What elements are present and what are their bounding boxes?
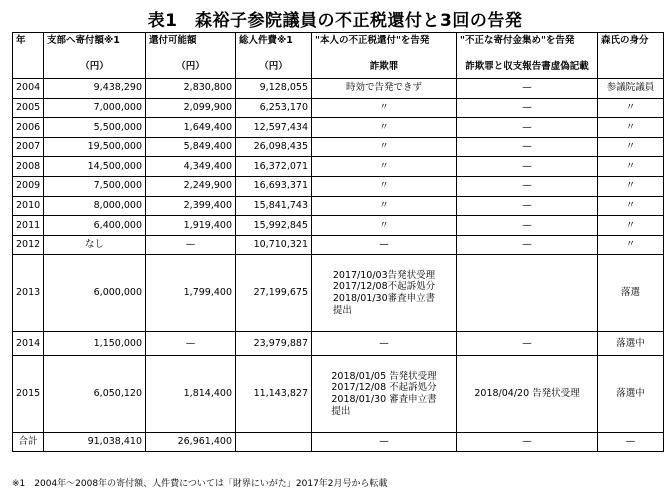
cell-donation: 7,500,000	[44, 176, 146, 196]
header-refund-label: 還付可能額	[149, 35, 197, 46]
cell-donation: 8,000,000	[44, 196, 146, 216]
cell-status: 〃	[598, 157, 664, 177]
cell-donation-fraud: —	[457, 118, 598, 138]
cell-donation-fraud: —	[457, 196, 598, 216]
table-row	[13, 157, 664, 177]
cell-status: 参議院議員	[598, 79, 664, 99]
cell-year: 2004	[13, 79, 44, 99]
cell-year: 2015	[13, 356, 44, 433]
cell-personnel: 16,372,071	[236, 157, 312, 177]
cell-personnel: 15,992,845	[236, 216, 312, 236]
footnote: ※1 2004年～2008年の寄付額、人件費については「財界にいがた」2017年2月号から転載	[12, 479, 388, 489]
cell-refund: 1,799,400	[146, 255, 236, 332]
tax-refund-table	[12, 32, 664, 452]
table-row	[13, 196, 664, 216]
cell-year: 2007	[13, 137, 44, 157]
cell-personnel: 23,979,887	[236, 332, 312, 356]
cell-tax-fraud: —	[312, 235, 457, 255]
table-row	[13, 79, 664, 99]
table-row	[13, 118, 664, 138]
cell-refund: —	[146, 332, 236, 356]
cell-personnel: 9,128,055	[236, 79, 312, 99]
cell-status: 落選中	[598, 332, 664, 356]
total-donation: 91,038,410	[44, 433, 146, 452]
cell-status: 〃	[598, 235, 664, 255]
cell-donation-fraud: —	[457, 137, 598, 157]
cell-personnel: 15,841,743	[236, 196, 312, 216]
cell-tax-fraud: 〃	[312, 137, 457, 157]
total-donation-fraud: —	[457, 433, 598, 452]
cell-status: 〃	[598, 118, 664, 138]
header-status: 森氏の身分	[598, 33, 664, 79]
cell-donation-fraud: —	[457, 216, 598, 236]
cell-tax-fraud: 〃	[312, 98, 457, 118]
cell-donation-fraud: —	[457, 235, 598, 255]
cell-tax-fraud: 〃	[312, 176, 457, 196]
cell-tax-fraud: —	[312, 332, 457, 356]
cell-refund: 2,249,900	[146, 176, 236, 196]
cell-personnel: 26,098,435	[236, 137, 312, 157]
cell-status: 〃	[598, 98, 664, 118]
cell-donation: 7,000,000	[44, 98, 146, 118]
table-row	[13, 216, 664, 236]
cell-donation-fraud: —	[457, 176, 598, 196]
cell-tax-fraud: 〃	[312, 196, 457, 216]
cell-donation: 9,438,290	[44, 79, 146, 99]
cell-personnel: 6,253,170	[236, 98, 312, 118]
table-row	[13, 235, 664, 255]
table-title: 表1 森裕子参院議員の不正税還付と3回の告発	[147, 11, 523, 31]
cell-personnel: 27,199,675	[236, 255, 312, 332]
cell-year: 2009	[13, 176, 44, 196]
cell-refund: 2,830,800	[146, 79, 236, 99]
cell-year: 2014	[13, 332, 44, 356]
header-tax-fraud-sub: 詐欺罪	[369, 60, 399, 72]
cell-personnel: 16,693,371	[236, 176, 312, 196]
header-personnel	[236, 33, 312, 79]
cell-personnel: 12,597,434	[236, 118, 312, 138]
header-donation-fraud-label: "不正な寄付金集め"を告発	[460, 35, 575, 46]
cell-donation: 14,500,000	[44, 157, 146, 177]
cell-status: 〃	[598, 176, 664, 196]
cell-refund: 1,919,400	[146, 216, 236, 236]
cell-refund: 5,849,400	[146, 137, 236, 157]
cell-refund: 1,649,400	[146, 118, 236, 138]
cell-year: 2005	[13, 98, 44, 118]
cell-tax-fraud	[312, 255, 457, 332]
cell-refund: 2,399,400	[146, 196, 236, 216]
cell-status: 落選中	[598, 356, 664, 433]
cell-status: 〃	[598, 216, 664, 236]
cell-personnel: 11,143,827	[236, 356, 312, 433]
table-row	[13, 98, 664, 118]
tax-fraud-notes: 2018/01/05 告発状受理 2017/12/08 不起訴処分 2018/01/30 審査申立書 提出	[331, 370, 437, 418]
header-tax-fraud-label: "本人の不正税還付"を告発	[315, 35, 430, 46]
cell-tax-fraud: 〃	[312, 118, 457, 138]
cell-year: 2006	[13, 118, 44, 138]
cell-refund: 2,099,900	[146, 98, 236, 118]
cell-year: 2013	[13, 255, 44, 332]
cell-donation-fraud	[457, 255, 598, 332]
cell-donation-fraud: —	[457, 332, 598, 356]
cell-tax-fraud: 〃	[312, 216, 457, 236]
table-row	[13, 356, 664, 433]
cell-tax-fraud: 時効で告発できず	[312, 79, 457, 99]
tax-fraud-notes: 2017/10/03告発状受理 2017/12/08不起訴処分 2018/01/30審査申立書 提出	[332, 269, 436, 317]
header-tax-fraud	[312, 33, 457, 79]
cell-donation: 5,500,000	[44, 118, 146, 138]
total-tax-fraud: —	[312, 433, 457, 452]
header-row	[13, 33, 664, 79]
cell-donation: なし	[44, 235, 146, 255]
cell-donation: 19,500,000	[44, 137, 146, 157]
cell-refund: —	[146, 235, 236, 255]
cell-donation: 1,150,000	[44, 332, 146, 356]
header-personnel-label: 総人件費※1	[239, 35, 293, 46]
cell-year: 2011	[13, 216, 44, 236]
cell-status: 〃	[598, 137, 664, 157]
header-donation-fraud-sub: 詐欺罪と収支報告書虚偽記載	[465, 60, 589, 72]
table-row	[13, 176, 664, 196]
header-donation	[44, 33, 146, 79]
total-status: —	[598, 433, 664, 452]
header-donation-fraud	[457, 33, 598, 79]
cell-year: 2010	[13, 196, 44, 216]
header-donation-unit: （円）	[80, 60, 109, 72]
cell-donation-fraud: —	[457, 98, 598, 118]
cell-refund: 1,814,400	[146, 356, 236, 433]
cell-donation-fraud: —	[457, 79, 598, 99]
cell-refund: 4,349,400	[146, 157, 236, 177]
total-label: 合計	[13, 433, 44, 452]
header-refund	[146, 33, 236, 79]
cell-status: 〃	[598, 196, 664, 216]
cell-donation: 6,400,000	[44, 216, 146, 236]
table-row	[13, 137, 664, 157]
total-row	[13, 433, 664, 452]
cell-donation-fraud: 2018/04/20 告発状受理	[457, 356, 598, 433]
header-personnel-unit: （円）	[259, 60, 288, 72]
cell-year: 2012	[13, 235, 44, 255]
cell-personnel: 10,710,321	[236, 235, 312, 255]
cell-tax-fraud: 〃	[312, 157, 457, 177]
header-donation-label: 支部へ寄付額※1	[47, 35, 120, 46]
header-year: 年	[13, 33, 44, 79]
cell-status: 落選	[598, 255, 664, 332]
total-refund: 26,961,400	[146, 433, 236, 452]
header-refund-unit: （円）	[176, 60, 205, 72]
cell-donation: 6,050,120	[44, 356, 146, 433]
cell-tax-fraud	[312, 356, 457, 433]
table-row	[13, 255, 664, 332]
cell-year: 2008	[13, 157, 44, 177]
table-row	[13, 332, 664, 356]
cell-donation-fraud: —	[457, 157, 598, 177]
cell-donation: 6,000,000	[44, 255, 146, 332]
total-personnel	[236, 433, 312, 452]
